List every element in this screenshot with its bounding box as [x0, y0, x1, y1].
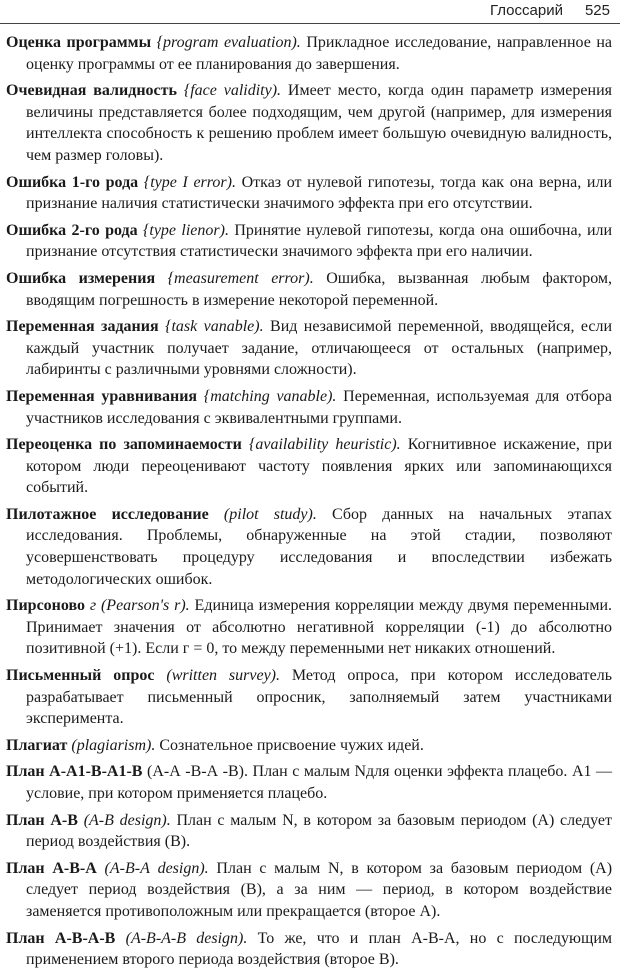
entry-definition: Сознательное присвоение чужих идей.	[159, 736, 424, 754]
entry-term: План А-В	[6, 811, 78, 829]
entry-definition: Отказ от нулевой гипотезы, тогда как она верна, или признание наличия статистически значимого эффекта при его отсутствии.	[26, 173, 612, 213]
entry-definition: Вид независимой переменной, вводящейся, если каждый участник получает задание, отличающееся от остальных (например, лабиринты с различными уровнями сложности).	[26, 318, 613, 379]
entry-term: Пирсоново	[6, 597, 86, 615]
glossary-entry	[6, 928, 612, 971]
entry-term: План А-А1-В-А1-В	[6, 763, 143, 781]
entry-original: {task vanable).	[165, 318, 264, 336]
glossary-list	[6, 32, 612, 976]
entry-definition: План с малым N, в котором за базовым периодом (А) следует период воздействия (В), а за ним — период, в котором воздействие заменяется противоположным или прекращается (второе А).	[26, 859, 613, 920]
entry-original: (А-В design).	[83, 811, 171, 829]
entry-definition: Принятие нулевой гипотезы, когда она ошибочна, или признание отсутствия статистически значимого эффекта при его наличии.	[26, 221, 613, 261]
entry-term: Переменная уравнивания	[6, 387, 198, 405]
running-header	[0, 2, 610, 24]
glossary-entry	[6, 220, 612, 263]
entry-term: Ошибка 2-го рода	[6, 221, 138, 239]
entry-term: Плагиат	[6, 736, 68, 754]
entry-original: {matching vanable).	[203, 387, 337, 405]
entry-term: Письменный опрос	[6, 667, 155, 685]
entry-original: (plagiarism).	[71, 736, 156, 754]
entry-original: {availability heuristic).	[248, 436, 401, 454]
entry-definition: Имеет место, когда один параметр измерения величины представляется более подходящим, чем другой (например, для измерения интеллекта способность к решению проблем имеет большую очевидную валидность, чем размер головы).	[26, 82, 612, 164]
entry-original: {type I error).	[143, 173, 236, 191]
entry-term: Ошибка 1-го рода	[6, 173, 139, 191]
entry-term: План А-В-А	[6, 859, 97, 877]
entry-term: Переменная задания	[6, 318, 159, 336]
entry-definition: Когнитивное искажение, при котором люди переоценивают частоту появления ярких или запоминающихся событий.	[26, 436, 613, 497]
section-title: Глоссарий	[489, 2, 563, 19]
header-rule	[0, 23, 620, 24]
entry-definition: Прикладное исследование, направленное на оценку программы от ее планирования до завершения.	[26, 34, 612, 73]
entry-original: (А-В-А-В design).	[125, 929, 248, 947]
entry-original: г (Pearson's r).	[89, 597, 190, 615]
entry-definition: Переменная, используемая для отбора участников исследования с эквивалентными группами.	[26, 387, 613, 427]
glossary-entry	[6, 268, 612, 311]
glossary-entry	[6, 386, 612, 429]
entry-term: План А-В-А-В	[6, 929, 116, 947]
entry-original: {face validity).	[183, 82, 282, 100]
glossary-entry	[6, 665, 612, 730]
glossary-entry	[6, 595, 612, 660]
entry-original: {type lienor).	[142, 221, 229, 239]
entry-definition: План с малым N, в котором за базовым периодом (А) следует период воздействия (В).	[26, 811, 613, 851]
entry-original: {program evaluation).	[156, 34, 301, 51]
entry-original: (written survey).	[166, 667, 281, 685]
glossary-entry	[6, 434, 612, 499]
entry-original: (А-В-А design).	[104, 859, 209, 877]
entry-definition: Единица измерения корреляции между двумя переменными. Принимает значения от абсолютно негативной корреляции (-1) до абсолютно позитивной (+1). Если г = 0, то между переменными нет никаких отношений.	[26, 597, 613, 658]
entry-term: Ошибка измерения	[6, 269, 156, 287]
glossary-entry	[6, 735, 612, 757]
entry-term: Очевидная валидность	[6, 82, 177, 100]
glossary-entry	[6, 172, 612, 215]
glossary-entry	[6, 316, 612, 381]
glossary-entry	[6, 504, 612, 590]
entry-definition: Ошибка, вызванная любым фактором, вводящим погрешность в измерение некоторой переменной.	[26, 269, 613, 309]
entry-definition: (А-А -В-А -В). План с малым Nдля оценки эффекта плацебо. А1 — условие, при котором применяется плацебо.	[26, 763, 613, 802]
entry-definition: Метод опроса, при котором исследователь разрабатывает письменный опросник, заполняемый затем участниками эксперимента.	[26, 667, 613, 728]
entry-original: {measurement error).	[167, 269, 314, 287]
glossary-entry	[6, 858, 612, 923]
glossary-entry	[6, 761, 612, 804]
page-number: 525	[584, 2, 610, 19]
glossary-entry	[6, 80, 612, 166]
glossary-entry	[6, 32, 612, 75]
entry-term: Оценка программы	[6, 34, 152, 51]
entry-definition: То же, что и план А-В-А, но с последующим применением второго периода воздействия (второе В).	[26, 929, 613, 969]
entry-term: Пилотажное исследование	[6, 505, 209, 523]
entry-original: (pilot study).	[223, 505, 317, 523]
glossary-entry	[6, 810, 612, 853]
entry-term: Переоценка по запоминаемости	[6, 436, 242, 454]
entry-definition: Сбор данных на начальных этапах исследования. Проблемы, обнаруженные на этой стадии, позволяют усовершенствовать процедуру исследования и впоследствии избежать методологических ошибок.	[26, 505, 613, 588]
